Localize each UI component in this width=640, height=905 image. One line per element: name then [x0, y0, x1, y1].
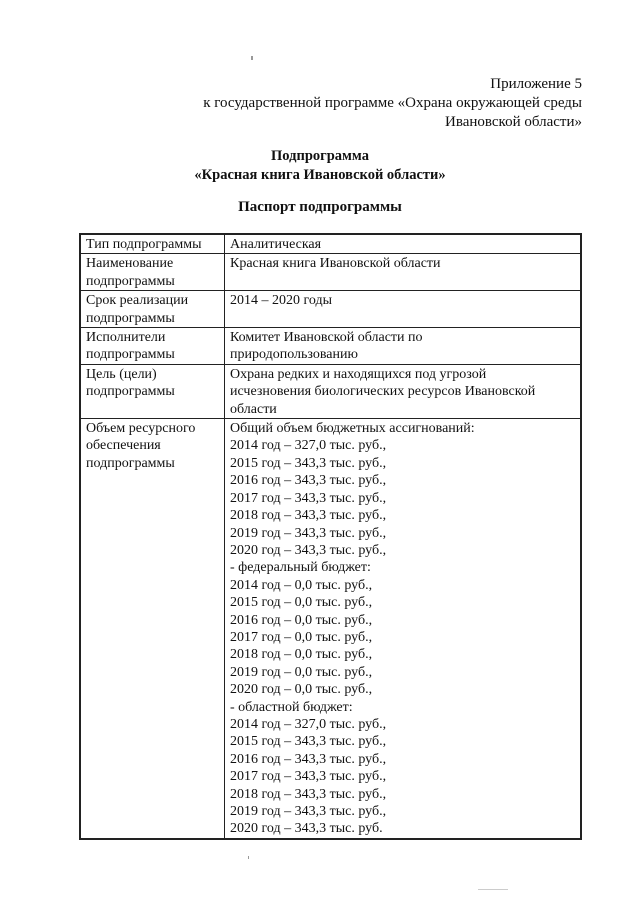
row-value — [225, 254, 582, 291]
label-line: подпрограммы — [86, 455, 175, 471]
subprogram-heading: Подпрограмма — [271, 148, 369, 164]
row-label — [80, 234, 225, 254]
scan-speck — [251, 56, 253, 60]
appendix-number: Приложение 5 — [490, 76, 582, 92]
total-line: 2014 год – 327,0 тыс. руб., — [230, 438, 387, 454]
appendix-region-line: Ивановской области» — [445, 114, 582, 130]
regional-line: 2017 год – 343,3 тыс. руб., — [230, 769, 387, 785]
label-line: Цель (цели) — [86, 366, 157, 382]
federal-line: 2014 год – 0,0 тыс. руб., — [230, 577, 373, 593]
label-line: Наименование — [86, 256, 174, 272]
value-line: 2014 – 2020 годы — [230, 293, 333, 309]
row-label — [80, 254, 225, 291]
total-line: 2017 год – 343,3 тыс. руб., — [230, 490, 387, 506]
value-line: Аналитическая — [230, 237, 322, 252]
row-value — [225, 234, 582, 254]
passport-table — [79, 233, 582, 840]
total-heading: Общий объем бюджетных ассигнований: — [230, 421, 475, 437]
appendix-header — [203, 75, 582, 132]
scan-speck — [478, 889, 508, 890]
scan-speck — [248, 856, 249, 859]
row-value — [225, 364, 582, 418]
label-line: подпрограммы — [86, 310, 175, 326]
federal-line: 2016 год – 0,0 тыс. руб., — [230, 612, 373, 628]
federal-line: 2015 год – 0,0 тыс. руб., — [230, 595, 373, 611]
total-line: 2019 год – 343,3 тыс. руб., — [230, 525, 387, 541]
appendix-program-line: к государственной программе «Охрана окружающей среды — [203, 95, 582, 111]
value-line: Красная книга Ивановской области — [230, 256, 441, 272]
label-line: Тип подпрограммы — [86, 237, 202, 252]
value-line: области — [230, 401, 277, 417]
row-value — [225, 328, 582, 365]
value-line: природопользованию — [230, 347, 358, 363]
federal-line: 2018 год – 0,0 тыс. руб., — [230, 647, 373, 663]
table-row — [80, 328, 581, 365]
table-row — [80, 364, 581, 418]
row-value — [225, 291, 582, 328]
passport-title: Паспорт подпрограммы — [238, 199, 402, 215]
federal-line: 2017 год – 0,0 тыс. руб., — [230, 629, 373, 645]
value-line: Охрана редких и находящихся под угрозой — [230, 366, 487, 382]
value-line: Комитет Ивановской области по — [230, 330, 423, 346]
regional-line: 2015 год – 343,3 тыс. руб., — [230, 734, 387, 750]
row-label — [80, 328, 225, 365]
label-line: подпрограммы — [86, 347, 175, 363]
subprogram-title — [0, 147, 640, 185]
total-line: 2016 год – 343,3 тыс. руб., — [230, 473, 387, 489]
label-line: Исполнители — [86, 330, 166, 346]
federal-heading: - федеральный бюджет: — [230, 560, 371, 576]
row-label — [80, 291, 225, 328]
table-row — [80, 254, 581, 291]
regional-heading: - областной бюджет: — [230, 699, 353, 715]
total-line: 2015 год – 343,3 тыс. руб., — [230, 455, 387, 471]
row-label — [80, 364, 225, 418]
table-row — [80, 234, 581, 254]
table-row — [80, 291, 581, 328]
row-label — [80, 419, 225, 839]
regional-line: 2019 год – 343,3 тыс. руб., — [230, 804, 387, 819]
label-line: подпрограммы — [86, 384, 175, 400]
label-line: подпрограммы — [86, 273, 175, 289]
federal-line: 2020 год – 0,0 тыс. руб., — [230, 682, 373, 698]
label-line: Срок реализации — [86, 293, 189, 309]
regional-line: 2020 год – 343,3 тыс. руб. — [230, 821, 383, 837]
funding-values — [225, 419, 582, 839]
total-line: 2020 год – 343,3 тыс. руб., — [230, 542, 387, 558]
federal-line: 2019 год – 0,0 тыс. руб., — [230, 664, 373, 680]
label-line: Объем ресурсного — [86, 421, 196, 437]
value-line: исчезновения биологических ресурсов Ивановской — [230, 384, 536, 400]
total-line: 2018 год – 343,3 тыс. руб., — [230, 508, 387, 524]
subprogram-name: «Красная книга Ивановской области» — [194, 167, 446, 183]
regional-line: 2014 год – 327,0 тыс. руб., — [230, 716, 387, 732]
table-row — [80, 419, 581, 839]
label-line: обеспечения — [86, 438, 161, 454]
regional-line: 2018 год – 343,3 тыс. руб., — [230, 786, 387, 802]
regional-line: 2016 год – 343,3 тыс. руб., — [230, 751, 387, 767]
